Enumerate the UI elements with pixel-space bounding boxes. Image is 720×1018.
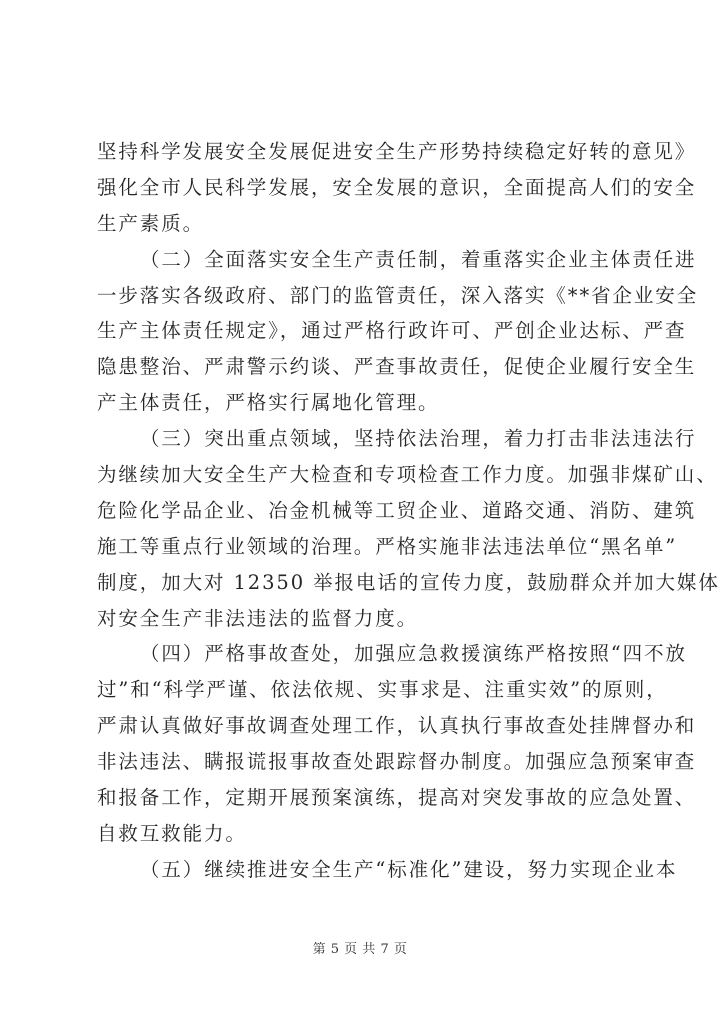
text-line: 制度，加大对 12350 举报电话的宣传力度，鼓励群众并加大媒体 — [97, 570, 720, 594]
paragraph-5-start: （五）继续推进安全生产“标准化”建设，努力实现企业本 — [140, 857, 678, 881]
paragraph-4-start: （四）严格事故查处，加强应急救援演练严格按照“四不放 — [140, 642, 687, 666]
text-line: 施工等重点行业领域的治理。严格实施非法违法单位“黑名单” — [97, 534, 678, 558]
text-line: 生产素质。 — [97, 211, 205, 235]
body-text — [97, 134, 720, 888]
text-line: 隐患整治、严肃警示约谈、严查事故责任，促使企业履行安全生 — [97, 355, 697, 379]
text-line: 对安全生产非法违法的监督力度。 — [97, 606, 419, 630]
text-line: 过”和“科学严谨、依法依规、实事求是、注重实效”的原则， — [97, 678, 668, 702]
paragraph-2-start: （二）全面落实安全生产责任制，着重落实企业主体责任进 — [140, 247, 697, 271]
text-line: 坚持科学发展安全发展促进安全生产形势持续稳定好转的意见》 — [97, 140, 697, 163]
text-line: 强化全市人民科学发展，安全发展的意识，全面提高人们的安全 — [97, 175, 697, 199]
text-line: 危险化学品企业、冶金机械等工贸企业、道路交通、消防、建筑 — [97, 498, 697, 522]
text-line: 为继续加大安全生产大检查和专项检查工作力度。加强非煤矿山、 — [97, 463, 718, 487]
text-line: 自救互救能力。 — [97, 821, 247, 845]
text-line: 一步落实各级政府、部门的监管责任，深入落实《**省企业安全 — [97, 283, 699, 307]
page-number-footer: 第 5 页 共 7 页 — [312, 942, 408, 957]
text-line: 产主体责任，严格实行属地化管理。 — [97, 391, 440, 415]
paragraph-3-start: （三）突出重点领域，坚持依法治理，着力打击非法违法行 — [140, 427, 697, 451]
text-line: 严肃认真做好事故调查处理工作，认真执行事故查处挂牌督办和 — [97, 714, 697, 738]
text-line: 和报备工作，定期开展预案演练，提高对突发事故的应急处置、 — [97, 786, 697, 810]
text-line: 生产主体责任规定》，通过严格行政许可、严创企业达标、严查 — [97, 319, 687, 343]
text-line: 非法违法、瞒报谎报事故查处跟踪督办制度。加强应急预案审查 — [97, 750, 697, 774]
